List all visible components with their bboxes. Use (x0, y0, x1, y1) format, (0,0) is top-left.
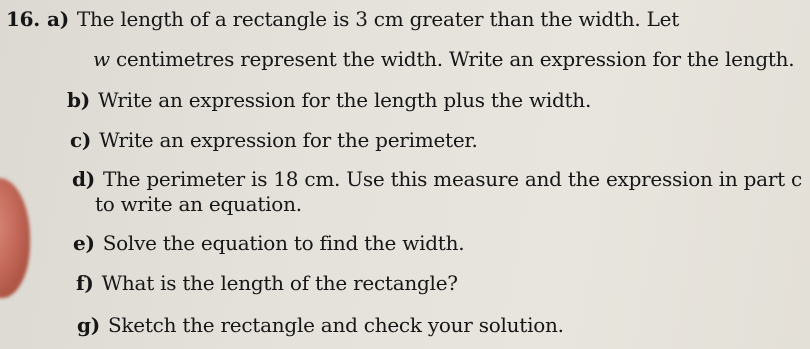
part-e (73, 230, 464, 256)
part-b (67, 87, 591, 113)
part-d-text-1: The perimeter is 18 cm. Use this measure and the expression in part c (102, 167, 802, 191)
finger-blur (0, 178, 30, 298)
part-a-line-2 (93, 46, 794, 72)
part-c-label: c) (70, 128, 92, 152)
part-b-label: b) (67, 88, 90, 112)
part-d-text-2: to write an equation. (95, 192, 302, 216)
part-e-label: e) (73, 231, 95, 255)
part-e-text: Solve the equation to find the width. (102, 231, 465, 255)
part-c (70, 127, 478, 153)
part-a-line-1 (47, 6, 679, 32)
variable-w: w (93, 47, 110, 71)
part-f (76, 270, 458, 296)
part-d-line-1 (72, 166, 802, 192)
part-d-line-2 (95, 191, 302, 217)
part-b-text: Write an expression for the length plus the width. (97, 88, 592, 112)
part-c-text: Write an expression for the perimeter. (99, 128, 478, 152)
part-f-label: f) (76, 271, 94, 295)
part-g (77, 312, 564, 338)
part-g-label: g) (77, 313, 100, 337)
part-a-text-2: centimetres represent the width. Write an expression for the length. (109, 47, 795, 71)
part-d-label: d) (72, 167, 95, 191)
problem-number: 16. (6, 7, 40, 31)
part-g-text: Sketch the rectangle and check your solution. (107, 313, 564, 337)
part-a-text-1: The length of a rectangle is 3 cm greater than the width. Let (76, 7, 680, 31)
part-a-label: a) (47, 7, 69, 31)
part-f-text: What is the length of the rectangle? (101, 271, 458, 295)
